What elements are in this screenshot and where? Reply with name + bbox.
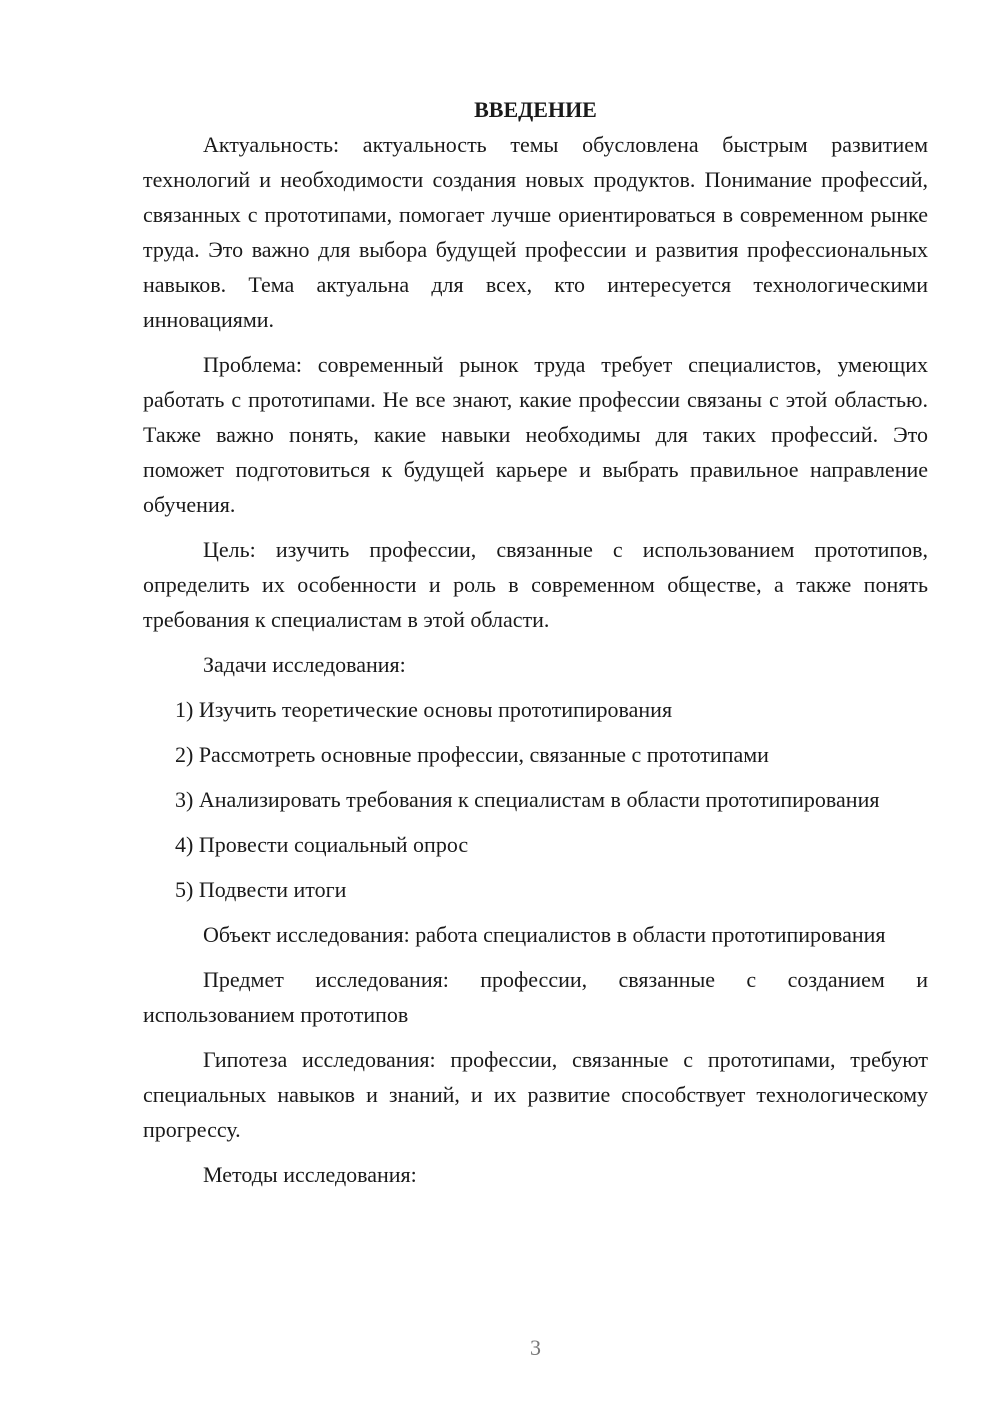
task-item-2: 2) Рассмотреть основные профессии, связанные с прототипами — [175, 742, 769, 767]
tasks-list — [143, 692, 928, 907]
methods-title: Методы исследования: — [203, 1162, 417, 1187]
tasks-title: Задачи исследования: — [203, 652, 406, 677]
goal-paragraph: Цель: изучить профессии, связанные с использованием прототипов, определить их особенности и роль в современном обществе, а также понять требования к специалистам в этой области. — [143, 537, 928, 632]
page-number: 3 — [530, 1335, 541, 1360]
document-page — [143, 92, 928, 1202]
task-item-4: 4) Провести социальный опрос — [175, 832, 469, 857]
relevance-paragraph: Актуальность: актуальность темы обусловлена быстрым развитием технологий и необходимости создания новых продуктов. Понимание профессий, связанных с прототипами, помогает лучше ориентироваться в современном рынке труда. Это важно для выбора будущей профессии и развития профессиональных навыков. Тема актуальна для всех, кто интересуется технологическими инновациями. — [143, 132, 928, 332]
object-paragraph: Объект исследования: работа специалистов в области прототипирования — [203, 922, 886, 947]
hypothesis-paragraph: Гипотеза исследования: профессии, связанные с прототипами, требуют специальных навыков и знаний, и их развитие способствует технологическому прогрессу. — [143, 1047, 928, 1142]
problem-paragraph: Проблема: современный рынок труда требует специалистов, умеющих работать с прототипами. Не все знают, какие профессии связаны с этой областью. Также важно понять, какие навыки необходимы для таких профессий. Это поможет подготовиться к будущей карьере и выбрать правильное направление обучения. — [143, 352, 928, 517]
subject-paragraph: Предмет исследования: профессии, связанные с созданием и использованием прототипов — [143, 967, 928, 1027]
task-item-5: 5) Подвести итоги — [175, 877, 347, 902]
task-item-1: 1) Изучить теоретические основы прототипирования — [175, 697, 673, 722]
section-heading: ВВЕДЕНИЕ — [474, 97, 597, 122]
task-item-3: 3) Анализировать требования к специалистам в области прототипирования — [175, 787, 880, 812]
